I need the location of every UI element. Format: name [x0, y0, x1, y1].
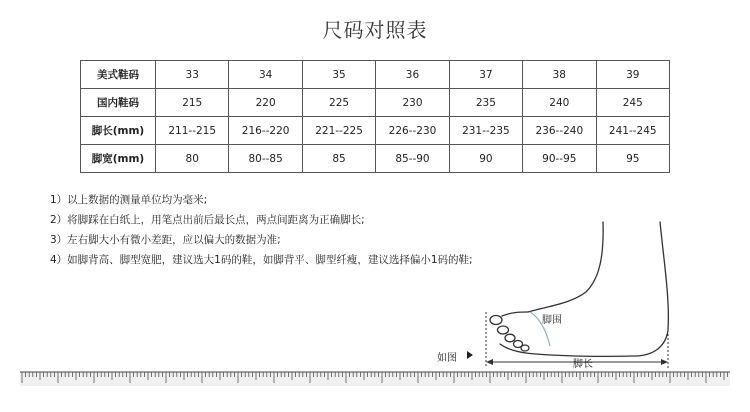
note-item: 4）如脚背高、脚型宽肥，建议选大1码的鞋，如脚背平、脚型纤瘦，建议选择偏小1码的鞋;: [50, 254, 473, 266]
table-cell: 226--230: [376, 117, 449, 145]
table-cell: 80--85: [229, 145, 302, 173]
pointer-triangle-icon: [467, 351, 473, 359]
note-item: 1）以上数据的测量单位均为毫米;: [50, 194, 208, 206]
table-cell: 230: [376, 89, 449, 117]
foot-outline-icon: [490, 222, 668, 356]
row-header: 国内鞋码: [81, 89, 156, 117]
table-cell: 216--220: [229, 117, 302, 145]
table-cell: 36: [376, 61, 449, 89]
ruler-icon: [20, 372, 730, 386]
girth-label: 脚围: [542, 315, 562, 326]
table-cell: 225: [302, 89, 375, 117]
row-header: 脚宽(mm): [81, 145, 156, 173]
table-cell: 90--95: [523, 145, 596, 173]
row-header: 脚长(mm): [81, 117, 156, 145]
table-cell: 90: [449, 145, 522, 173]
table-cell: 38: [523, 61, 596, 89]
length-label: 脚长: [573, 359, 593, 370]
table-cell: 35: [302, 61, 375, 89]
table-cell: 85: [302, 145, 375, 173]
table-cell: 34: [229, 61, 302, 89]
table-cell: 245: [596, 89, 669, 117]
table-cell: 95: [596, 145, 669, 173]
table-cell: 236--240: [523, 117, 596, 145]
table-cell: 235: [449, 89, 522, 117]
page-title: 尺码对照表: [322, 18, 428, 42]
table-cell: 33: [156, 61, 229, 89]
table-cell: 241--245: [596, 117, 669, 145]
row-header: 美式鞋码: [81, 61, 156, 89]
note-item: 2）将脚踩在白纸上，用笔点出前后最长点，两点间距离为正确脚长;: [50, 214, 365, 226]
note-item: 3）左右脚大小有微小差距，应以偏大的数据为准;: [50, 234, 281, 246]
table-cell: 231--235: [449, 117, 522, 145]
table-cell: 221--225: [302, 117, 375, 145]
table-cell: 80: [156, 145, 229, 173]
table-cell: 39: [596, 61, 669, 89]
table-cell: 240: [523, 89, 596, 117]
table-cell: 220: [229, 89, 302, 117]
table-cell: 37: [449, 61, 522, 89]
table-cell: 85--90: [376, 145, 449, 173]
example-label: 如图: [437, 353, 457, 364]
table-cell: 215: [156, 89, 229, 117]
table-cell: 211--215: [156, 117, 229, 145]
